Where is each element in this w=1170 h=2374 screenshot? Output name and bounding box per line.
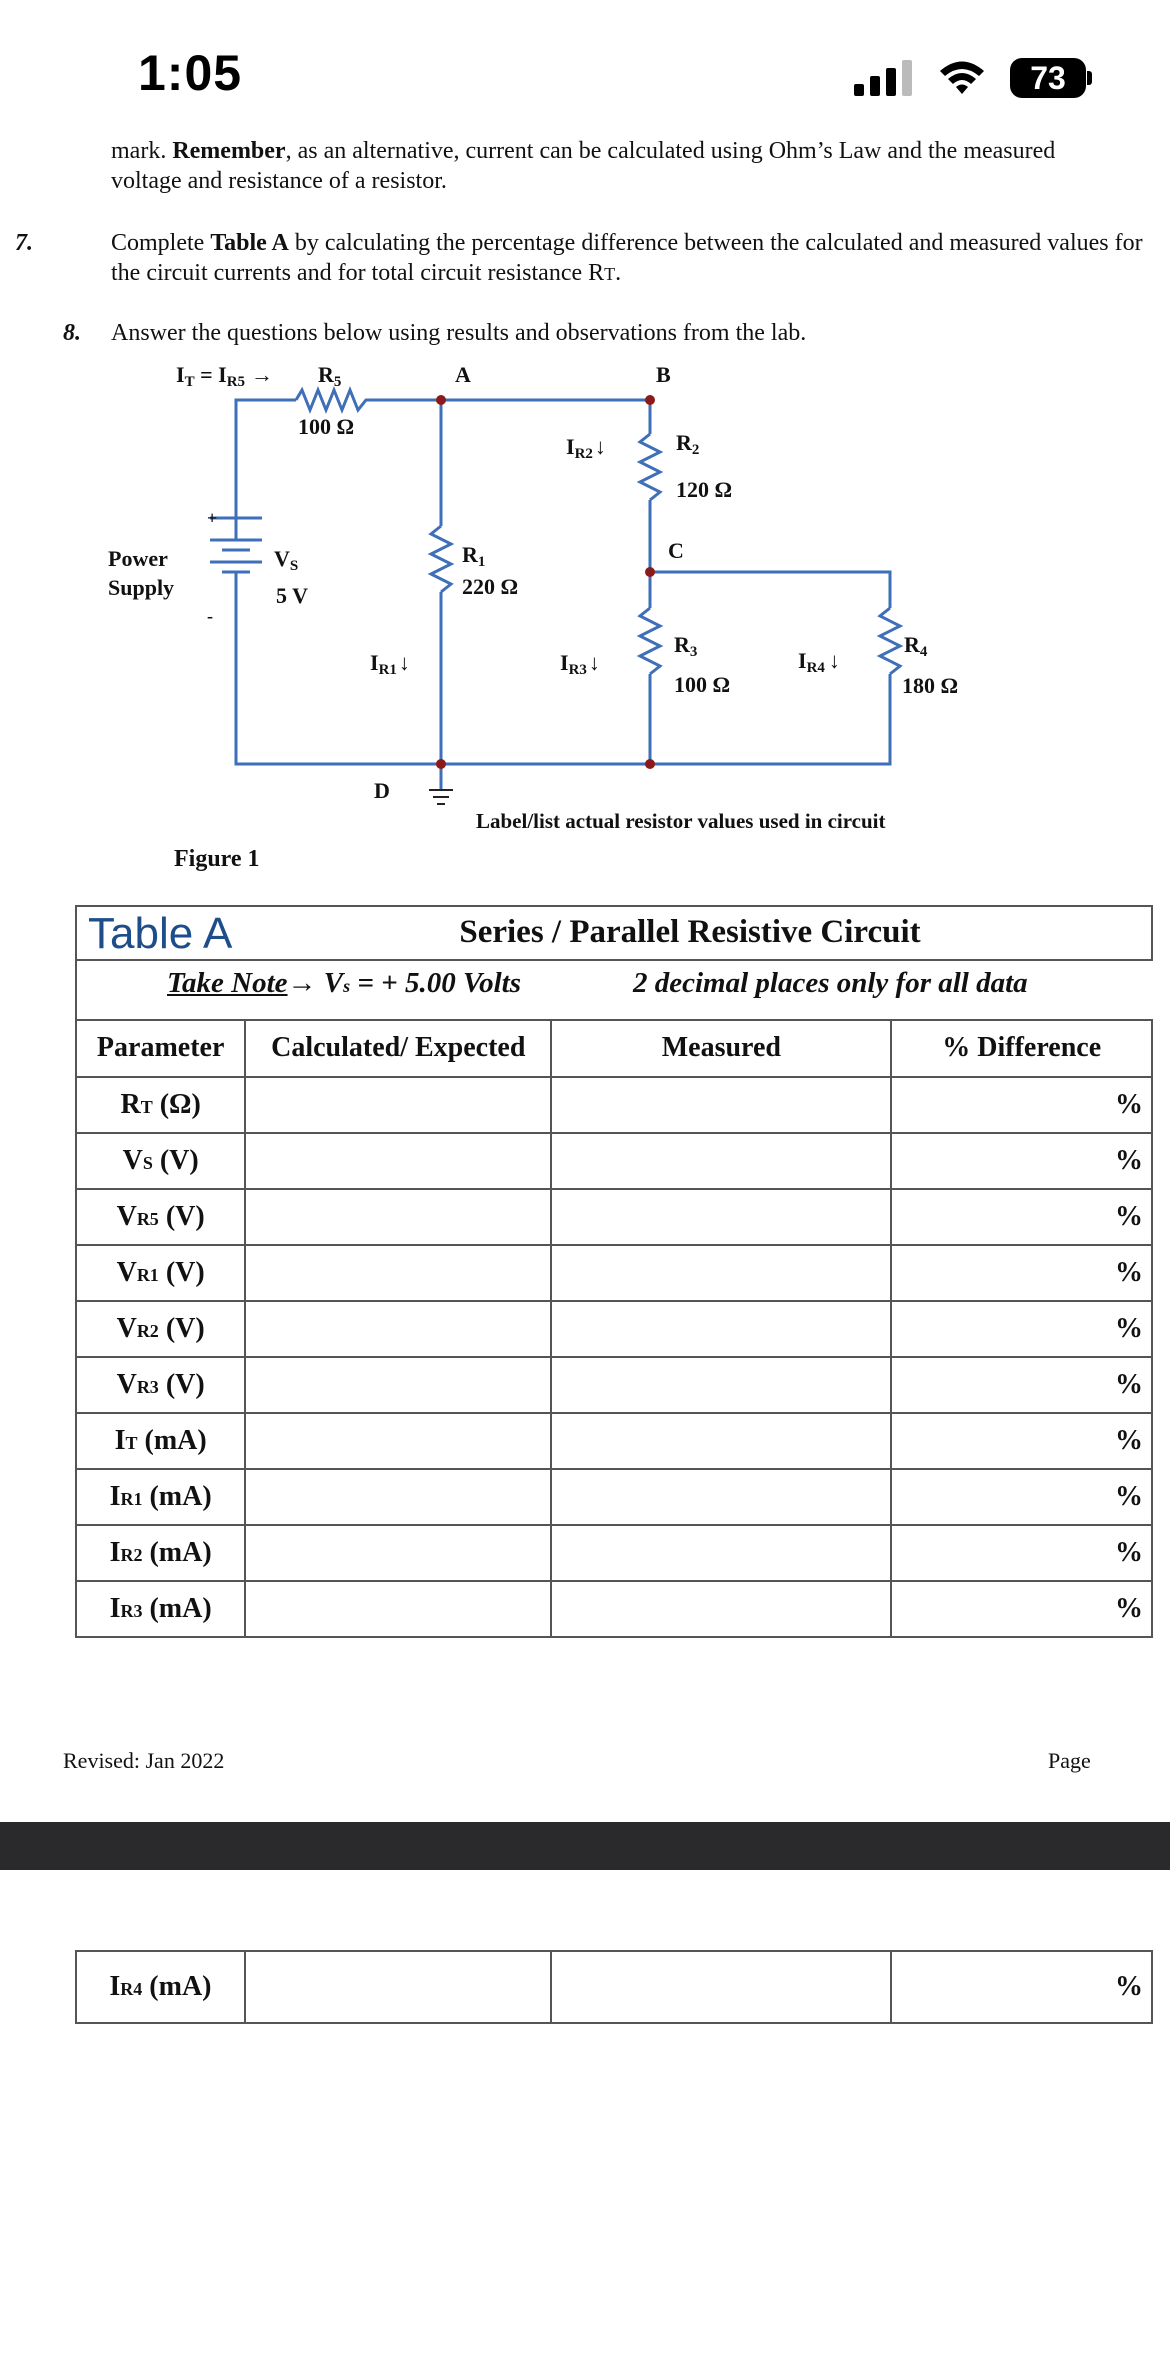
para-text-rest: , as an alternative, current can be calculated using Ohm’s Law and the measured voltage and resistance of a resistor. (111, 138, 1056, 194)
table-row (76, 1951, 1152, 2023)
difference-cell[interactable]: % (891, 1951, 1152, 2023)
item7-text-rest: by calculating the percentage difference between the calculated and measured values for the circuit currents and for total circuit resistance R (111, 230, 1143, 286)
param-cell: VS (V) (76, 1133, 245, 1189)
param-cell: VR5 (V) (76, 1189, 245, 1245)
r1-label: R1 (462, 542, 486, 570)
item-number: 8. (63, 320, 81, 346)
instruction-7 (15, 228, 1151, 289)
col-calculated: Calculated/ Expected (245, 1020, 551, 1077)
difference-cell[interactable]: % (891, 1357, 1152, 1413)
measured-cell[interactable] (551, 1189, 891, 1245)
param-cell: IR2 (mA) (76, 1525, 245, 1581)
difference-cell[interactable]: % (891, 1077, 1152, 1133)
r5-value: 100 Ω (298, 414, 355, 439)
r3-label: R3 (674, 632, 698, 660)
node-d: D (374, 778, 390, 803)
table-row (76, 1077, 1152, 1133)
difference-cell[interactable]: % (891, 1245, 1152, 1301)
measured-cell[interactable] (551, 1357, 891, 1413)
figure-caption: Figure 1 (174, 846, 260, 872)
r1-value: 220 Ω (462, 574, 519, 599)
page-divider (0, 1822, 1170, 1870)
calculated-cell[interactable] (245, 1581, 551, 1637)
table-row (76, 1133, 1152, 1189)
it-label: IT = IR5 → (176, 362, 274, 390)
clock: 1:05 (138, 45, 243, 101)
r2-label: R2 (676, 430, 700, 458)
table-a (75, 1020, 1153, 1638)
table-row (76, 1189, 1152, 1245)
page-label: Page (1048, 1748, 1091, 1773)
vs-value: 5 V (276, 583, 308, 608)
node-b: B (656, 362, 671, 387)
take-note: Take Note→ Vs = + 5.00 Volts (167, 967, 521, 999)
power-label-1: Power (108, 546, 168, 571)
table-row (76, 1357, 1152, 1413)
instruction-8 (63, 318, 1103, 348)
decimals-note: 2 decimal places only for all data (633, 967, 1028, 999)
table-header-row (76, 1020, 1152, 1077)
measured-cell[interactable] (551, 1581, 891, 1637)
calculated-cell[interactable] (245, 1951, 551, 2023)
param-cell: VR3 (V) (76, 1357, 245, 1413)
calculated-cell[interactable] (245, 1413, 551, 1469)
wifi-icon (937, 58, 987, 98)
resistor-note: Label/list actual resistor values used in circuit (476, 809, 886, 833)
battery-tip (1087, 71, 1092, 85)
table-a-header (75, 905, 1153, 1023)
minus-sign: - (207, 606, 213, 626)
difference-cell[interactable]: % (891, 1301, 1152, 1357)
item-number: 7. (15, 230, 33, 256)
para-text: mark. (111, 138, 173, 164)
calculated-cell[interactable] (245, 1133, 551, 1189)
item7-sub: T (604, 264, 616, 284)
measured-cell[interactable] (551, 1951, 892, 2023)
param-cell: IR1 (mA) (76, 1469, 245, 1525)
measured-cell[interactable] (551, 1301, 891, 1357)
battery-icon: 73 (1010, 58, 1086, 98)
difference-cell[interactable]: % (891, 1581, 1152, 1637)
r2-value: 120 Ω (676, 477, 733, 502)
ir1-label: IR1↓ (370, 650, 410, 678)
table-row (76, 1245, 1152, 1301)
calculated-cell[interactable] (245, 1357, 551, 1413)
power-label-2: Supply (108, 575, 175, 600)
item7-end: . (615, 260, 622, 286)
table-row (76, 1469, 1152, 1525)
node-a: A (455, 362, 471, 387)
measured-cell[interactable] (551, 1525, 891, 1581)
param-cell: IR4 (mA) (76, 1951, 245, 2023)
table-row (76, 1525, 1152, 1581)
col-difference: % Difference (891, 1020, 1152, 1077)
measured-cell[interactable] (551, 1413, 891, 1469)
item8-text: Answer the questions below using results and observations from the lab. (111, 320, 807, 346)
plus-sign: + (207, 508, 218, 528)
vs-label: VS (274, 546, 299, 574)
col-parameter: Parameter (76, 1020, 245, 1077)
measured-cell[interactable] (551, 1077, 891, 1133)
r4-value: 180 Ω (902, 673, 959, 698)
measured-cell[interactable] (551, 1133, 891, 1189)
param-cell: RT (Ω) (76, 1077, 245, 1133)
r3-value: 100 Ω (674, 672, 731, 697)
table-row (76, 1413, 1152, 1469)
item7-bold: Table A (210, 230, 289, 256)
param-cell: VR2 (V) (76, 1301, 245, 1357)
param-cell: IR3 (mA) (76, 1581, 245, 1637)
remember-paragraph (111, 136, 1101, 196)
table-a-title: Table A (88, 909, 233, 958)
para-bold: Remember (172, 138, 286, 164)
measured-cell[interactable] (551, 1245, 891, 1301)
difference-cell[interactable]: % (891, 1189, 1152, 1245)
calculated-cell[interactable] (245, 1301, 551, 1357)
measured-cell[interactable] (551, 1469, 891, 1525)
ir4-label: IR4 ↓ (798, 648, 840, 676)
difference-cell[interactable]: % (891, 1413, 1152, 1469)
param-cell: IT (mA) (76, 1413, 245, 1469)
cellular-signal-icon (854, 60, 916, 96)
table-row (76, 1301, 1152, 1357)
table-a-heading: Series / Parallel Resistive Circuit (459, 914, 921, 950)
r5-label: R5 (318, 362, 342, 390)
calculated-cell[interactable] (245, 1189, 551, 1245)
difference-cell[interactable]: % (891, 1133, 1152, 1189)
ir2-label: IR2↓ (566, 434, 606, 462)
col-measured: Measured (551, 1020, 891, 1077)
r4-label: R4 (904, 632, 928, 660)
node-c: C (668, 538, 684, 563)
calculated-cell[interactable] (245, 1245, 551, 1301)
param-cell: VR1 (V) (76, 1245, 245, 1301)
table-row (76, 1581, 1152, 1637)
calculated-cell[interactable] (245, 1077, 551, 1133)
calculated-cell[interactable] (245, 1469, 551, 1525)
status-bar (0, 0, 1170, 150)
circuit-diagram (0, 350, 1170, 890)
item7-text: Complete (111, 230, 211, 256)
calculated-cell[interactable] (245, 1525, 551, 1581)
difference-cell[interactable]: % (891, 1469, 1152, 1525)
difference-cell[interactable]: % (891, 1525, 1152, 1581)
revised-date: Revised: Jan 2022 (63, 1748, 225, 1773)
table-a-continued (75, 1950, 1153, 2024)
ir3-label: IR3↓ (560, 650, 600, 678)
